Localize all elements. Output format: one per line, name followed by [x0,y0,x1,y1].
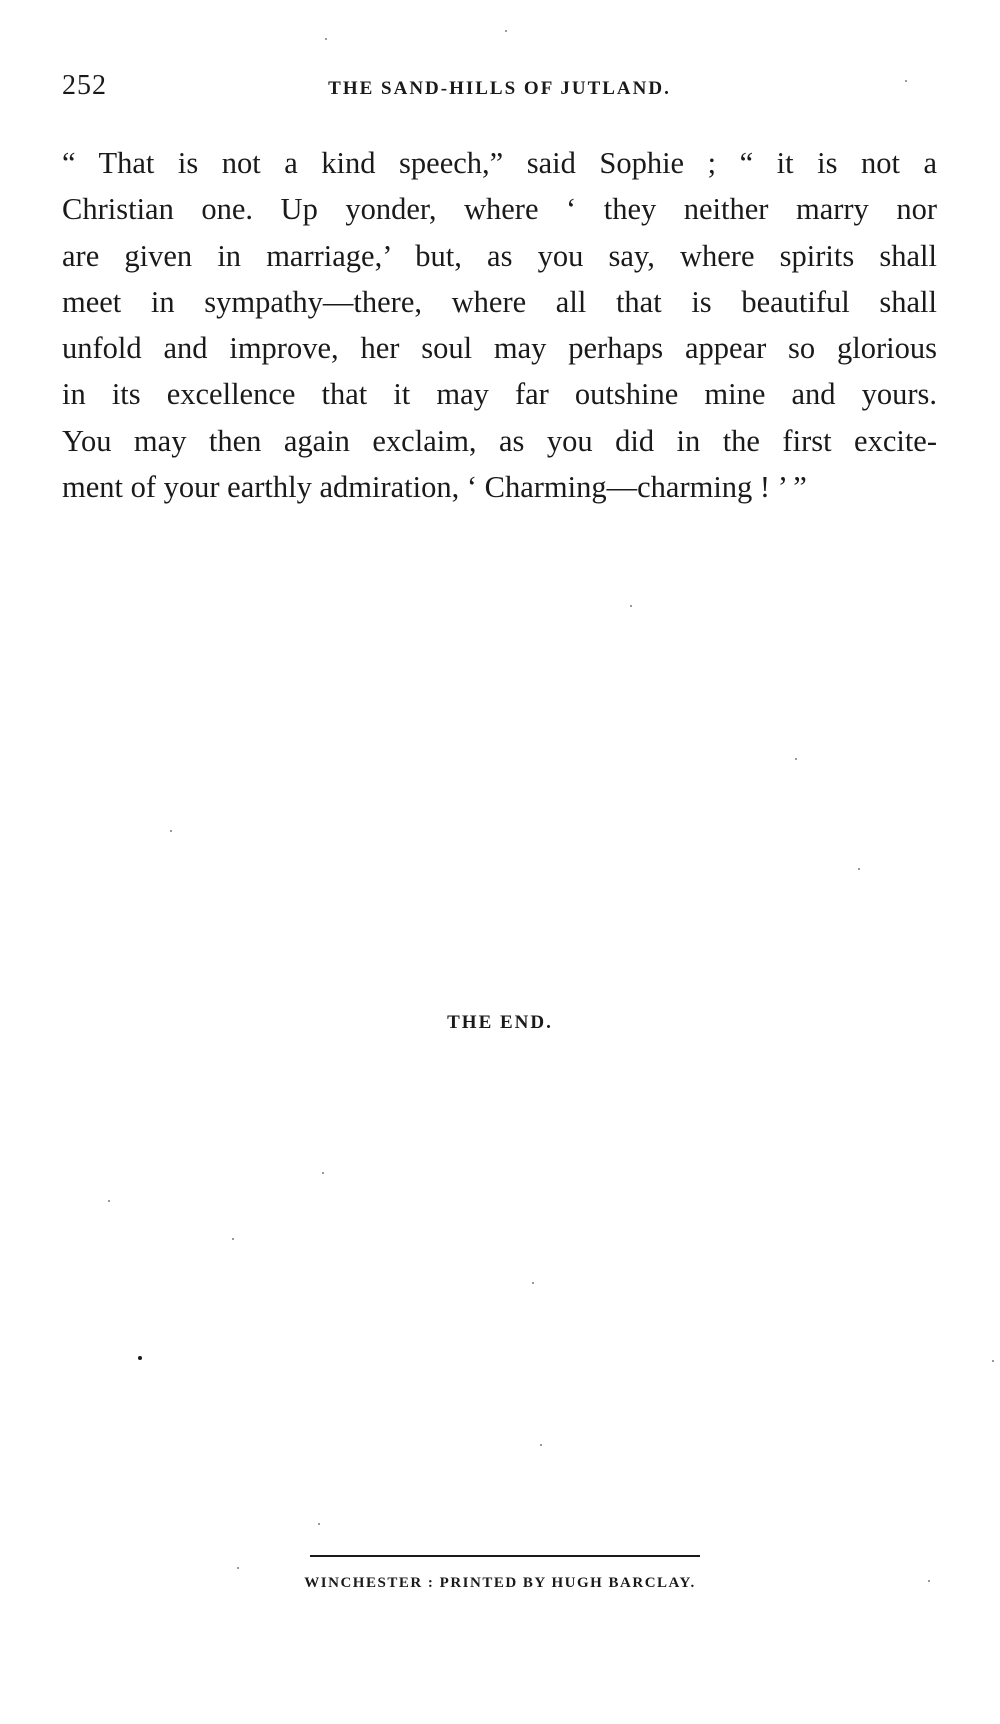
end-mark: THE END. [447,1012,553,1033]
paper-speck [928,1580,930,1582]
paper-speck [138,1356,142,1360]
paper-speck [232,1238,234,1240]
paper-speck [237,1567,239,1569]
body-line: “ That is not a kind speech,” said Sophie ; “ it is not a [62,146,937,180]
paper-speck [992,1360,994,1362]
printer-colophon: WINCHESTER : PRINTED BY HUGH BARCLAY. [304,1575,696,1591]
paper-speck [540,1444,542,1446]
body-line: Christian one. Up yonder, where ‘ they neither marry nor [62,192,937,227]
running-title: THE SAND-HILLS OF JUTLAND. [328,78,671,99]
paper-speck [170,830,172,832]
body-line: unfold and improve, her soul may perhaps appear so glorious [62,331,937,366]
paper-speck [532,1282,534,1284]
body-paragraph [62,140,937,510]
paper-speck [858,868,860,870]
running-head [62,70,937,110]
paper-speck [630,605,632,607]
body-line: in its excellence that it may far outshine mine and yours. [62,377,937,412]
body-line: are given in marriage,’ but, as you say, where spirits shall [62,238,937,273]
paper-speck [325,38,327,40]
paper-speck [795,758,797,760]
body-line: meet in sympathy—there, where all that is beautiful shall [62,284,937,319]
paper-speck [905,80,907,82]
body-line: ment of your earthly admiration, ‘ Charming—charming ! ’ ” [62,470,807,505]
paper-speck [108,1200,110,1202]
body-line: You may then again exclaim, as you did in the first excite- [62,423,937,458]
paper-speck [505,30,507,32]
page-number: 252 [62,70,107,101]
paper-speck [318,1523,320,1525]
paper-speck [322,1172,324,1174]
colophon-rule [310,1555,700,1557]
